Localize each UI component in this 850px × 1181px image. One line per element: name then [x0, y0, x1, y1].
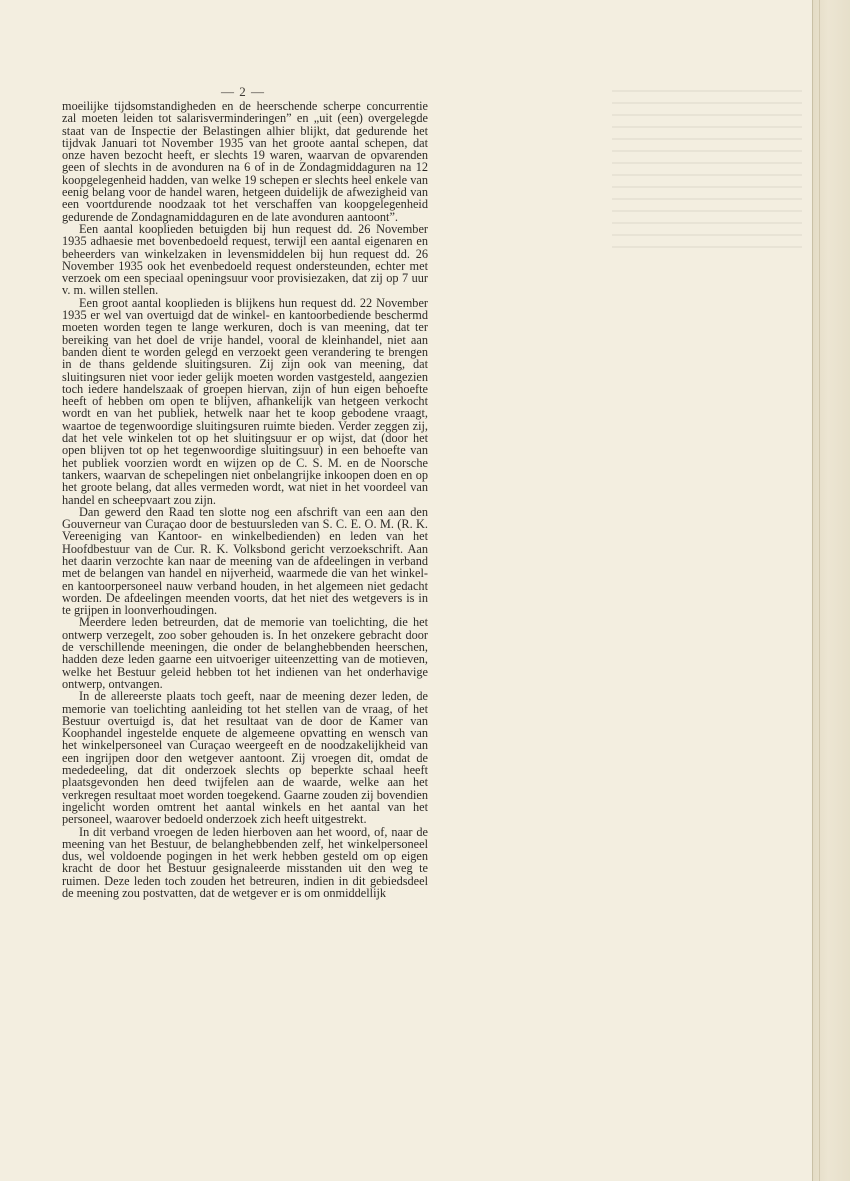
paragraph-enquete: In de allereerste plaats toch geeft, naar de meening dezer leden, de memorie van toelichting aanleiding tot het stellen van de vraag, of het Bestuur overtuigd is, dat het resultaat van de door de Kamer van Koophandel ingestelde enquete de algemeene opvatting en wensch van het winkelpersoneel van Curaçao weergeeft en de noodzakelijkheid van een ingrijpen door den wetgever aantoont. Zij vroegen dit, omdat de mededeeling, dat dit onderzoek slechts op beperkte schaal heeft plaatsgevonden hen deed twijfelen aan de waarde, welke aan het verkregen resultaat moet worden toegekend. Gaarne zouden zij bovendien ingelicht worden omtrent het aantal winkels en het aantal van het personeel, waarover bedoeld onderzoek zich heeft uitgestrekt. [62, 689, 428, 827]
paragraph-kooplieden-request: Een groot aantal kooplieden is blijkens hun request dd. 22 November 1935 er wel van overtuigd dat de winkel- en kantoorbediende beschermd moeten worden tegen te lange werkuren, doch is van meening, dat ter bereiking van het doel de vrije handel, vooral de kleinhandel, niet aan banden dient te worden gelegd en verzoekt geen verandering te brengen in de thans geldende sluitingsuren. Zij zijn ook van meening, dat sluitingsuren niet voor ieder gelijk moeten worden vastgesteld, aangezien toch iedere handelszaak of groepen hiervan, zijn of hun eigen behoefte heeft of hebben om open te blijven, afhankelijk van hetgeen verkocht wordt en van het publiek, hetwelk naar het te koop gebodene vraagt, waartoe de tegenwoordige sluitingsuren ruimte bieden. Verder zeggen zij, dat het vele winkelen tot op het sluitingsuur er op wijst, dat (door het open blijven tot op het tegenwoordige sluitingsuur) in een behoefte van het publiek voorzien wordt en wijzen op de C. S. M. en de Noorsche tankers, waarvan de schepelingen niet onbelangrijke inkoopen doen en op het groote belang, dat alles vermeden wordt, wat niet in het voordeel van handel en scheepvaart zou zijn. [62, 295, 428, 507]
paragraph-winkelpersoneel: In dit verband vroegen de leden hierboven aan het woord, of, naar de meening van het Bestuur, de belanghebbenden zelf, het winkelpersoneel dus, wel voldoende pogingen in het werk hebben gesteld om op eigen kracht de door het Bestuur gesignaleerde misstanden uit den weg te ruimen. Deze leden toch zouden het betreuren, indien in dit gebiedsdeel de meening zou postvatten, dat de wetgever er is om onmiddellijk [62, 824, 428, 900]
paragraph-continued: moeilijke tijdsomstandigheden en de heerschende scherpe concurrentie zal moeten leiden tot salarisverminderingen” en „uit (een) overgelegde staat van de Inspectie der Belastingen alhier blijkt, dat gedurende het tijdvak Januari tot November 1935 van het groote aantal schepen, dat onze haven bezocht heeft, er slechts 19 waren, waarvan de opvarenden geen of slechts in de avonduren na 6 of in de Zondagmiddaguren na 12 koopgelegenheid hadden, van welke 19 schepen er slechts heel enkele van eenig belang voor de handel waren, hetgeen duidelijk de afwezigheid van een voortdurende noodzaak tot het verschaffen van koopgelegenheid gedurende de Zondagnamiddaguren en de late avonduren aantoont”. [62, 99, 428, 224]
paragraph-memorie-van-toelichting: Meerdere leden betreurden, dat de memorie van toelichting, die het ontwerp verzegelt, zoo sober gehouden is. In het onzekere gebracht door de verschillende meeningen, die onder de belanghebbenden heerschen, hadden deze leden gaarne een uitvoeriger uiteenzetting van de motieven, welke het Bestuur geleid hebben tot het indienen van het onderhavige ontwerp, ontvangen. [62, 615, 428, 691]
paragraph-kooplieden-adhaesie: Een aantal kooplieden betuigden bij hun request dd. 26 November 1935 adhaesie met bovenbedoeld request, terwijl een aantal eigenaren en beheerders van winkelzaken in levensmiddelen bij hun request dd. 26 November 1935 ook het evenbedoeld request ondersteunden, echter met verzoek om een speciaal openingsuur voor provisiezaken, dat zij op 7 uur v. m. willen stellen. [62, 221, 428, 298]
page-number: — 2 — [221, 84, 265, 99]
page-edge [812, 0, 850, 1181]
show-through-text [612, 90, 802, 250]
page-fold-line [819, 0, 820, 1181]
body-text-column [62, 100, 428, 899]
paragraph-verzoekschrift: Dan gewerd den Raad ten slotte nog een afschrift van een aan den Gouverneur van Curaçao door de bestuursleden van S. C. E. O. M. (R. K. Vereeniging van Kantoor- en winkelbedienden) en leden van het Hoofdbestuur van de Cur. R. K. Volksbond gericht verzoekschrift. Aan het daarin verzochte kan naar de meening van de afdeelingen in verband met de belangen van handel en nijverheid, waarmede die van het winkel- en kantoorpersoneel nauw verband houden, in het algemeen niet gedacht worden. De afdeelingen meenden voorts, dat het niet des wetgevers is in te grijpen in loonverhoudingen. [62, 504, 428, 618]
